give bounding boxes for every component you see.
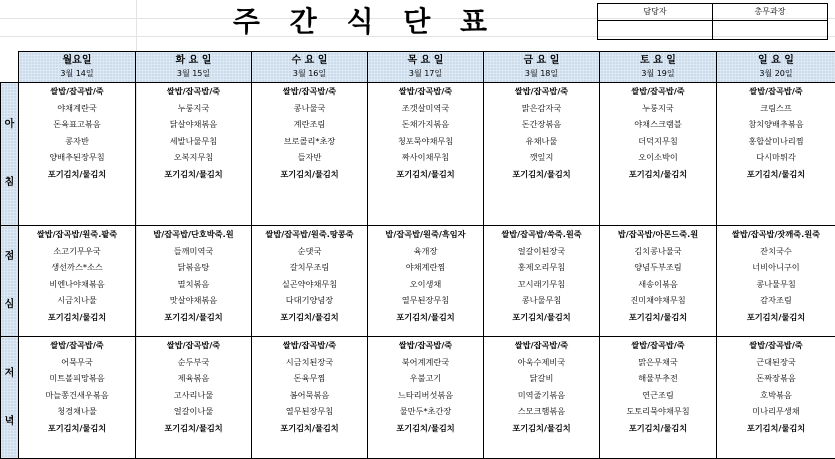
menu-item: 김치콩나물국 <box>600 243 716 260</box>
menu-item: 돈채가지볶음 <box>368 116 483 133</box>
day-header-5[interactable] <box>600 52 717 83</box>
menu-item: 쌀밥/잡곡밥/죽 <box>136 337 251 354</box>
menu-item: 어묵무국 <box>19 354 135 371</box>
menu-item: 포기김치/물김치 <box>252 166 367 183</box>
menu-item: 유채나물 <box>484 133 599 150</box>
meal-label-char: 점 <box>1 248 18 266</box>
meal-label-char: 녁 <box>1 413 18 431</box>
meal-label-char: 아 <box>1 116 18 134</box>
menu-item: 야채계란국 <box>19 100 135 117</box>
day-name: 화 요 일 <box>136 54 251 67</box>
menu-item: 쌀밥/잡곡밥/죽 <box>368 83 483 100</box>
menu-item: 순두부국 <box>136 354 251 371</box>
meal-label-char <box>1 134 18 174</box>
menu-item: 해물부추전 <box>600 370 716 387</box>
menu-item: 감자조림 <box>717 292 835 309</box>
day-header-2[interactable] <box>252 52 368 83</box>
menu-item: 포기김치/물김치 <box>252 309 367 326</box>
menu-item: 조갯살미역국 <box>368 100 483 117</box>
menu-item: 포기김치/물김치 <box>19 420 135 437</box>
dinner-row <box>1 337 835 459</box>
meal-label-char <box>1 383 18 413</box>
menu-item: 포기김치/물김치 <box>136 309 251 326</box>
menu-item: 소고기무우국 <box>19 243 135 260</box>
menu-item: 야채계란찜 <box>368 259 483 276</box>
day-date: 3월 17일 <box>368 67 483 80</box>
menu-item: 쌀밥/잡곡밥/원죽.땅콩죽 <box>252 226 367 243</box>
menu-item: 브로콜리*초장 <box>252 133 367 150</box>
menu-item: 호박볶음 <box>717 387 835 404</box>
menu-item: 홍합살미나리찜 <box>717 133 835 150</box>
dinner-menu-cell[interactable] <box>252 337 368 459</box>
menu-item: 포기김치/물김치 <box>136 166 251 183</box>
menu-item: 세발나물무침 <box>136 133 251 150</box>
day-date: 3월 20일 <box>717 67 835 80</box>
dinner-menu-cell[interactable] <box>600 337 717 459</box>
dinner-menu-cell[interactable] <box>717 337 835 459</box>
menu-item: 짜사이채무침 <box>368 149 483 166</box>
menu-item: 포기김치/물김치 <box>600 309 716 326</box>
menu-item: 콩나물무침 <box>717 276 835 293</box>
menu-item: 꼬시래기무침 <box>484 276 599 293</box>
meal-label-char: 저 <box>1 365 18 383</box>
menu-item: 쌀밥/잡곡밥/죽 <box>136 83 251 100</box>
menu-item: 돈육무찜 <box>252 370 367 387</box>
menu-item: 더덕지무침 <box>600 133 716 150</box>
menu-item: 맑은감자국 <box>484 100 599 117</box>
menu-item: 누룽지국 <box>136 100 251 117</box>
menu-item: 느타리버섯볶음 <box>368 387 483 404</box>
menu-item: 열무된장무침 <box>368 292 483 309</box>
breakfast-menu-cell[interactable] <box>136 83 252 226</box>
menu-item: 실곤약야채무침 <box>252 276 367 293</box>
menu-item: 잔치국수 <box>717 243 835 260</box>
day-name: 금 요 일 <box>484 54 599 67</box>
day-date: 3월 19일 <box>600 67 716 80</box>
menu-item: 포기김치/물김치 <box>717 309 835 326</box>
menu-item: 갈치무조림 <box>252 259 367 276</box>
menu-item: 쌀밥/잡곡밥/원죽.팥죽 <box>19 226 135 243</box>
breakfast-menu-cell[interactable] <box>484 83 600 226</box>
menu-item: 콩나물국 <box>252 100 367 117</box>
menu-item: 우불고기 <box>368 370 483 387</box>
menu-item: 도토리묵야채무침 <box>600 403 716 420</box>
menu-item: 스모크햄볶음 <box>484 403 599 420</box>
menu-item: 포기김치/물김치 <box>717 420 835 437</box>
dinner-menu-cell[interactable] <box>484 337 600 459</box>
menu-item: 너비아니구이 <box>717 259 835 276</box>
menu-item: 양배추된장무침 <box>19 149 135 166</box>
menu-item: 쌀밥/잡곡밥/죽 <box>252 83 367 100</box>
menu-item: 근대된장국 <box>717 354 835 371</box>
lunch-menu-cell[interactable] <box>717 226 835 337</box>
menu-item: 크림스프 <box>717 100 835 117</box>
menu-item: 포기김치/물김치 <box>600 166 716 183</box>
meal-label-char <box>1 266 18 296</box>
menu-item: 청포묵야채무침 <box>368 133 483 150</box>
menu-item: 계란조림 <box>252 116 367 133</box>
menu-item: 얼갈이나물 <box>136 403 251 420</box>
menu-item: 미트볼피망볶음 <box>19 370 135 387</box>
menu-item: 새송이볶음 <box>600 276 716 293</box>
menu-item: 멸치볶음 <box>136 276 251 293</box>
day-name: 일 요 일 <box>717 54 835 67</box>
menu-item: 고사리나물 <box>136 387 251 404</box>
menu-item: 쌀밥/잡곡밥/죽 <box>19 83 135 100</box>
day-name: 수 요 일 <box>252 54 367 67</box>
menu-item: 다대기양념장 <box>252 292 367 309</box>
menu-item: 쌀밥/잡곡밥/죽 <box>484 337 599 354</box>
menu-item: 순댓국 <box>252 243 367 260</box>
menu-item: 쌀밥/잡곡밥/죽 <box>484 83 599 100</box>
dinner-menu-cell[interactable] <box>136 337 252 459</box>
day-name: 월요일 <box>19 54 135 67</box>
menu-item: 물만두*초간장 <box>368 403 483 420</box>
menu-item: 포기김치/물김치 <box>484 420 599 437</box>
menu-item: 얼갈이된장국 <box>484 243 599 260</box>
menu-item: 쌀밥/잡곡밥/잣깨죽.원죽 <box>717 226 835 243</box>
menu-item: 참치양배추볶음 <box>717 116 835 133</box>
menu-item: 제육볶음 <box>136 370 251 387</box>
day-date: 3월 14일 <box>19 67 135 80</box>
menu-item: 포기김치/물김치 <box>600 420 716 437</box>
menu-item: 포기김치/물김치 <box>484 309 599 326</box>
menu-item: 야채스크램블 <box>600 116 716 133</box>
page-title[interactable]: 주 간 식 단 표 <box>200 2 530 42</box>
day-header-0[interactable] <box>19 52 136 83</box>
menu-item: 포기김치/물김치 <box>368 420 483 437</box>
menu-item: 맑은무채국 <box>600 354 716 371</box>
menu-item: 시금치된장국 <box>252 354 367 371</box>
day-header-6[interactable] <box>717 52 835 83</box>
menu-item: 포기김치/물김치 <box>252 420 367 437</box>
menu-item: 오이생채 <box>368 276 483 293</box>
menu-item: 맛살야채볶음 <box>136 292 251 309</box>
approval-box <box>597 3 828 40</box>
meal-label-char: 침 <box>1 174 18 192</box>
menu-item: 생선까스*소스 <box>19 259 135 276</box>
meal-label-char: 심 <box>1 296 18 314</box>
menu-item: 밥/잡곡밥/원죽/흑임자 <box>368 226 483 243</box>
menu-item: 누룽지국 <box>600 100 716 117</box>
menu-item: 돈육표고볶음 <box>19 116 135 133</box>
menu-item: 봄어묵볶음 <box>252 387 367 404</box>
menu-item: 쌀밥/잡곡밥/죽 <box>600 337 716 354</box>
menu-item: 북어계계란국 <box>368 354 483 371</box>
dinner-menu-cell[interactable] <box>368 337 484 459</box>
day-name: 목 요 일 <box>368 54 483 67</box>
menu-item: 쌀밥/잡곡밥/죽 <box>717 83 835 100</box>
menu-item: 마늘쫑건새우볶음 <box>19 387 135 404</box>
menu-item: 홍제오리무침 <box>484 259 599 276</box>
breakfast-label[interactable] <box>1 83 19 226</box>
menu-item: 양념두부조림 <box>600 259 716 276</box>
day-header-4[interactable] <box>484 52 600 83</box>
menu-item: 쌀밥/잡곡밥/죽 <box>368 337 483 354</box>
approval-label-manager[interactable]: 담당자 <box>598 4 713 21</box>
breakfast-menu-cell[interactable] <box>368 83 484 226</box>
menu-item: 미나리무생채 <box>717 403 835 420</box>
menu-item: 돈짜장볶음 <box>717 370 835 387</box>
lunch-menu-cell[interactable] <box>600 226 717 337</box>
menu-item: 포기김치/물김치 <box>368 309 483 326</box>
menu-item: 들자반 <box>252 149 367 166</box>
menu-item: 밥/잡곡밥/단호박죽.원 <box>136 226 251 243</box>
lunch-menu-cell[interactable] <box>136 226 252 337</box>
menu-item: 닭살야채볶음 <box>136 116 251 133</box>
approval-sign-director[interactable] <box>713 20 828 39</box>
day-header-3[interactable] <box>368 52 484 83</box>
weekly-menu-table <box>0 51 835 459</box>
menu-item: 닭볶음탕 <box>136 259 251 276</box>
menu-item: 포기김치/물김치 <box>484 166 599 183</box>
breakfast-row <box>1 83 835 226</box>
menu-item: 연근조림 <box>600 387 716 404</box>
menu-item: 아욱수제비국 <box>484 354 599 371</box>
menu-item: 비엔나야채볶음 <box>19 276 135 293</box>
menu-item: 다시마튀각 <box>717 149 835 166</box>
menu-item: 미역줄기볶음 <box>484 387 599 404</box>
day-name: 토 요 일 <box>600 54 716 67</box>
corner-cell <box>1 52 19 83</box>
menu-item: 밥/잡곡밥/아몬드죽.원 <box>600 226 716 243</box>
menu-item: 포기김치/물김치 <box>19 309 135 326</box>
menu-item: 들깨미역국 <box>136 243 251 260</box>
menu-item: 닭갈비 <box>484 370 599 387</box>
menu-item: 콩자반 <box>19 133 135 150</box>
menu-item: 포기김치/물김치 <box>717 166 835 183</box>
menu-item: 열무된장무침 <box>252 403 367 420</box>
lunch-menu-cell[interactable] <box>484 226 600 337</box>
menu-item: 쌀밥/잡곡밥/쑥죽.원죽 <box>484 226 599 243</box>
lunch-menu-cell[interactable] <box>368 226 484 337</box>
menu-item: 오복지무침 <box>136 149 251 166</box>
menu-item: 쌀밥/잡곡밥/죽 <box>600 83 716 100</box>
lunch-menu-cell[interactable] <box>19 226 136 337</box>
day-header-row <box>1 52 835 83</box>
approval-sign-manager[interactable] <box>598 20 713 39</box>
approval-label-director[interactable]: 총무과장 <box>713 4 828 21</box>
breakfast-menu-cell[interactable] <box>19 83 136 226</box>
day-date: 3월 16일 <box>252 67 367 80</box>
lunch-label[interactable] <box>1 226 19 337</box>
menu-item: 시금치나물 <box>19 292 135 309</box>
day-date: 3월 18일 <box>484 67 599 80</box>
lunch-menu-cell[interactable] <box>252 226 368 337</box>
breakfast-menu-cell[interactable] <box>717 83 835 226</box>
menu-item: 깻잎지 <box>484 149 599 166</box>
menu-item: 진미채야채무침 <box>600 292 716 309</box>
menu-item: 포기김치/물김치 <box>136 420 251 437</box>
breakfast-menu-cell[interactable] <box>600 83 717 226</box>
menu-item: 쌀밥/잡곡밥/죽 <box>252 337 367 354</box>
menu-item: 돈간장볶음 <box>484 116 599 133</box>
dinner-label[interactable] <box>1 337 19 459</box>
menu-item: 오이소박이 <box>600 149 716 166</box>
menu-item: 쌀밥/잡곡밥/죽 <box>717 337 835 354</box>
breakfast-menu-cell[interactable] <box>252 83 368 226</box>
day-date: 3월 15일 <box>136 67 251 80</box>
menu-item: 청경채나물 <box>19 403 135 420</box>
lunch-row <box>1 226 835 337</box>
menu-item: 콩나물무침 <box>484 292 599 309</box>
menu-item: 육개장 <box>368 243 483 260</box>
dinner-menu-cell[interactable] <box>19 337 136 459</box>
menu-item: 쌀밥/잡곡밥/죽 <box>19 337 135 354</box>
menu-item: 포기김치/물김치 <box>368 166 483 183</box>
day-header-1[interactable] <box>136 52 252 83</box>
menu-item: 포기김치/물김치 <box>19 166 135 183</box>
